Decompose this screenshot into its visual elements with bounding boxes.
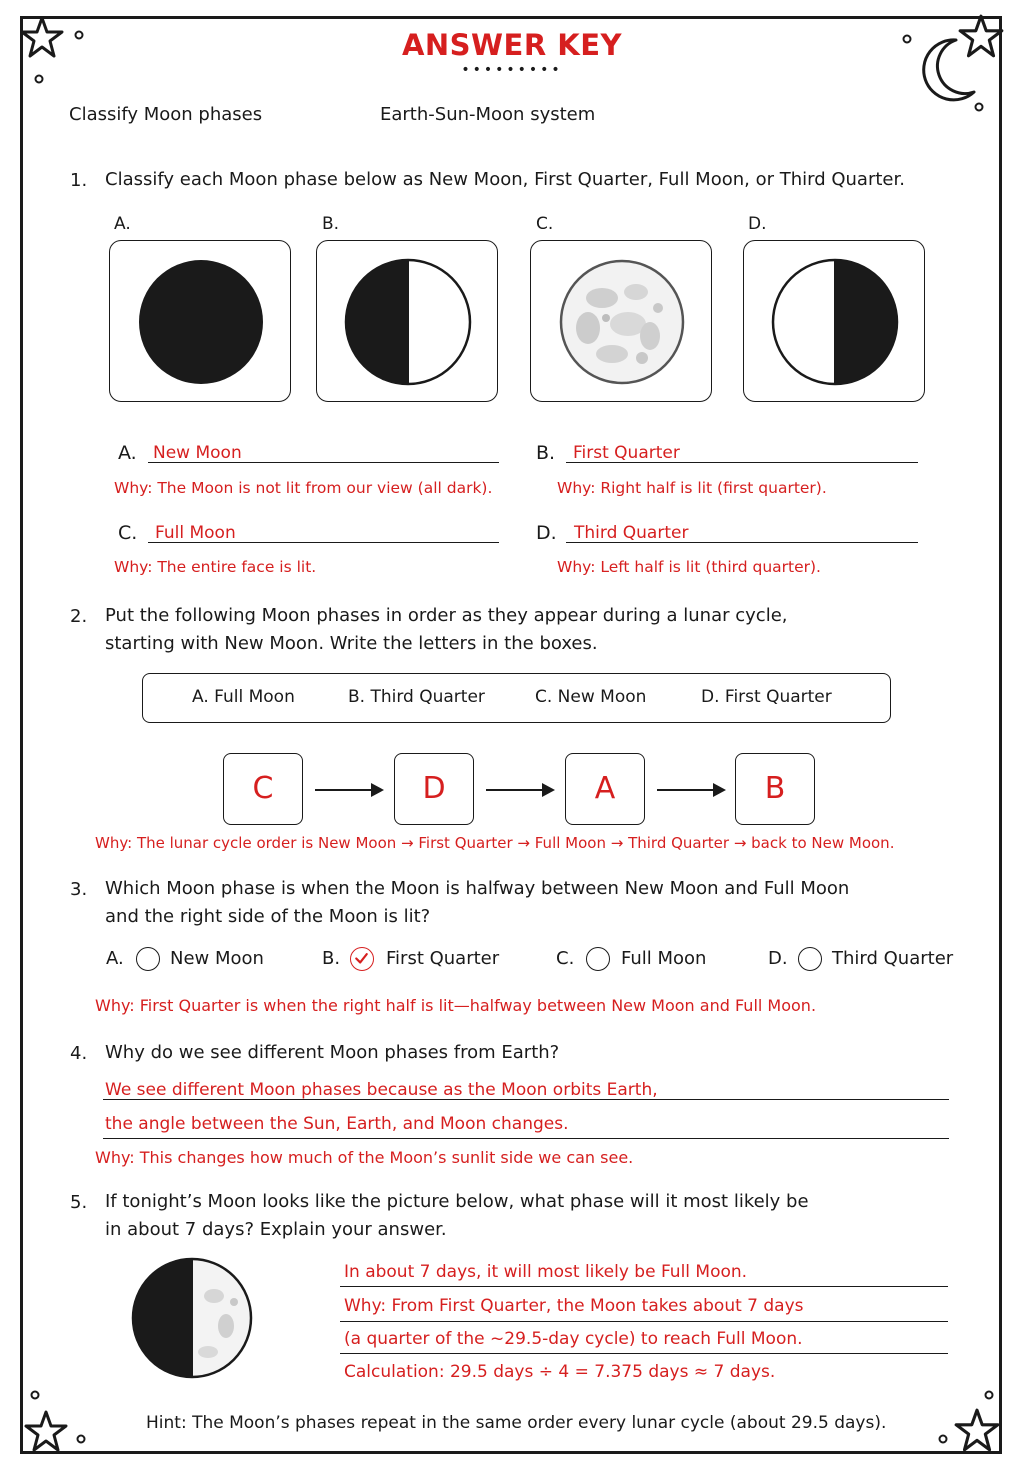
question-prompt: starting with New Moon. Write the letters in the boxes. [105,633,598,654]
unit-label: Earth-Sun-Moon system [380,104,596,125]
option-item: D. First Quarter [701,687,832,707]
question-number: 2. [70,606,88,627]
written-answer[interactable]: Why: From First Quarter, the Moon takes about 7 days [344,1296,804,1316]
option-item: A. Full Moon [192,687,295,707]
topic-label: Classify Moon phases [69,104,263,125]
star-icon [22,1408,70,1456]
answer-label: C. [118,522,138,544]
answer-line [340,1353,948,1354]
question-prompt: Why do we see different Moon phases from Earth? [105,1042,560,1063]
question-number: 3. [70,879,88,900]
choice-text: New Moon [170,948,264,969]
new-moon-icon [137,258,265,386]
answer-why: Why: The Moon is not lit from our view (all dark). [114,479,493,497]
answer-line [566,542,918,543]
star-icon [952,1406,1002,1456]
answer-label: D. [536,522,557,544]
radio-button[interactable] [798,947,822,971]
radio-button-selected[interactable] [350,947,374,971]
answer-line [148,542,499,543]
answer-why: Why: Left half is lit (third quarter). [557,558,821,576]
image-label: B. [322,214,340,234]
written-answer[interactable]: We see different Moon phases because as the Moon orbits Earth, [105,1080,658,1100]
choice-text: Third Quarter [832,948,954,969]
moon-image-full [530,240,712,402]
answer-why: Why: Right half is lit (first quarter). [557,479,827,497]
title-dots: ••••••••• [461,62,563,78]
circle-icon [76,1434,86,1444]
choice-text: First Quarter [386,948,500,969]
answer-line [103,1138,949,1139]
answer-value[interactable]: Third Quarter [574,523,689,543]
first-quarter-moon-icon [130,1256,254,1380]
radio-button[interactable] [586,947,610,971]
answer-why: Why: The entire face is lit. [114,558,317,576]
answer-value[interactable]: New Moon [153,443,242,463]
question-number: 5. [70,1192,88,1213]
answer-line [103,1099,949,1100]
third-quarter-moon-icon [771,258,899,386]
answer-label: B. [536,442,556,464]
question-prompt: Classify each Moon phase below as New Moon, First Quarter, Full Moon, or Third Quarter. [105,169,905,190]
choice-letter: A. [106,948,124,969]
choice-letter: C. [556,948,575,969]
circle-icon [30,1390,40,1400]
question-prompt: and the right side of the Moon is lit? [105,906,431,927]
question-number: 1. [70,170,88,191]
answer-label: A. [118,442,137,464]
option-item: C. New Moon [535,687,647,707]
question-number: 4. [70,1043,88,1064]
answer-value[interactable]: First Quarter [573,443,680,463]
choice-text: Full Moon [621,948,707,969]
circle-icon [984,1390,994,1400]
image-label: A. [114,214,131,234]
moon-image-first-quarter [316,240,498,402]
circle-icon [974,102,984,112]
moon-image-new [109,240,291,402]
choice-why: Why: First Quarter is when the right half is lit—halfway between New Moon and Full Moon. [95,996,817,1015]
sequence-box[interactable]: A [565,753,645,825]
written-answer[interactable]: (a quarter of the ~29.5-day cycle) to reach Full Moon. [344,1329,803,1349]
answer-line [340,1286,948,1287]
option-item: B. Third Quarter [348,687,485,707]
question-prompt: If tonight’s Moon looks like the picture below, what phase will it most likely be [105,1191,809,1212]
sequence-box[interactable]: D [394,753,474,825]
sequence-box[interactable]: B [735,753,815,825]
arrow-right-icon [484,780,556,800]
page-title: ANSWER KEY [401,28,623,62]
answer-line [566,462,918,463]
choice-letter: B. [322,948,341,969]
image-label: C. [536,214,554,234]
circle-icon [938,1434,948,1444]
written-answer[interactable]: Calculation: 29.5 days ÷ 4 = 7.375 days ≈ 7 days. [344,1362,776,1382]
question-prompt: in about 7 days? Explain your answer. [105,1219,447,1240]
answer-line [148,462,499,463]
written-answer[interactable]: the angle between the Sun, Earth, and Moon changes. [105,1114,569,1134]
question-prompt: Put the following Moon phases in order as they appear during a lunar cycle, [105,605,788,626]
question-prompt: Which Moon phase is when the Moon is halfway between New Moon and Full Moon [105,878,850,899]
answer-line [340,1321,948,1322]
full-moon-icon [558,258,686,386]
answer-why: Why: This changes how much of the Moon’s sunlit side we can see. [95,1148,634,1167]
moon-image-third-quarter [743,240,925,402]
radio-button[interactable] [136,947,160,971]
answer-value[interactable]: Full Moon [155,523,236,543]
sequence-why: Why: The lunar cycle order is New Moon → First Quarter → Full Moon → Third Quarter → back to New Moon. [95,834,895,852]
choice-letter: D. [768,948,788,969]
sequence-box[interactable]: C [223,753,303,825]
hint-text: Hint: The Moon’s phases repeat in the same order every lunar cycle (about 29.5 days). [146,1413,887,1433]
arrow-right-icon [313,780,385,800]
image-label: D. [748,214,767,234]
checkmark-icon [351,948,372,969]
arrow-right-icon [655,780,727,800]
first-quarter-moon-icon [344,258,472,386]
written-answer[interactable]: In about 7 days, it will most likely be Full Moon. [344,1262,748,1282]
